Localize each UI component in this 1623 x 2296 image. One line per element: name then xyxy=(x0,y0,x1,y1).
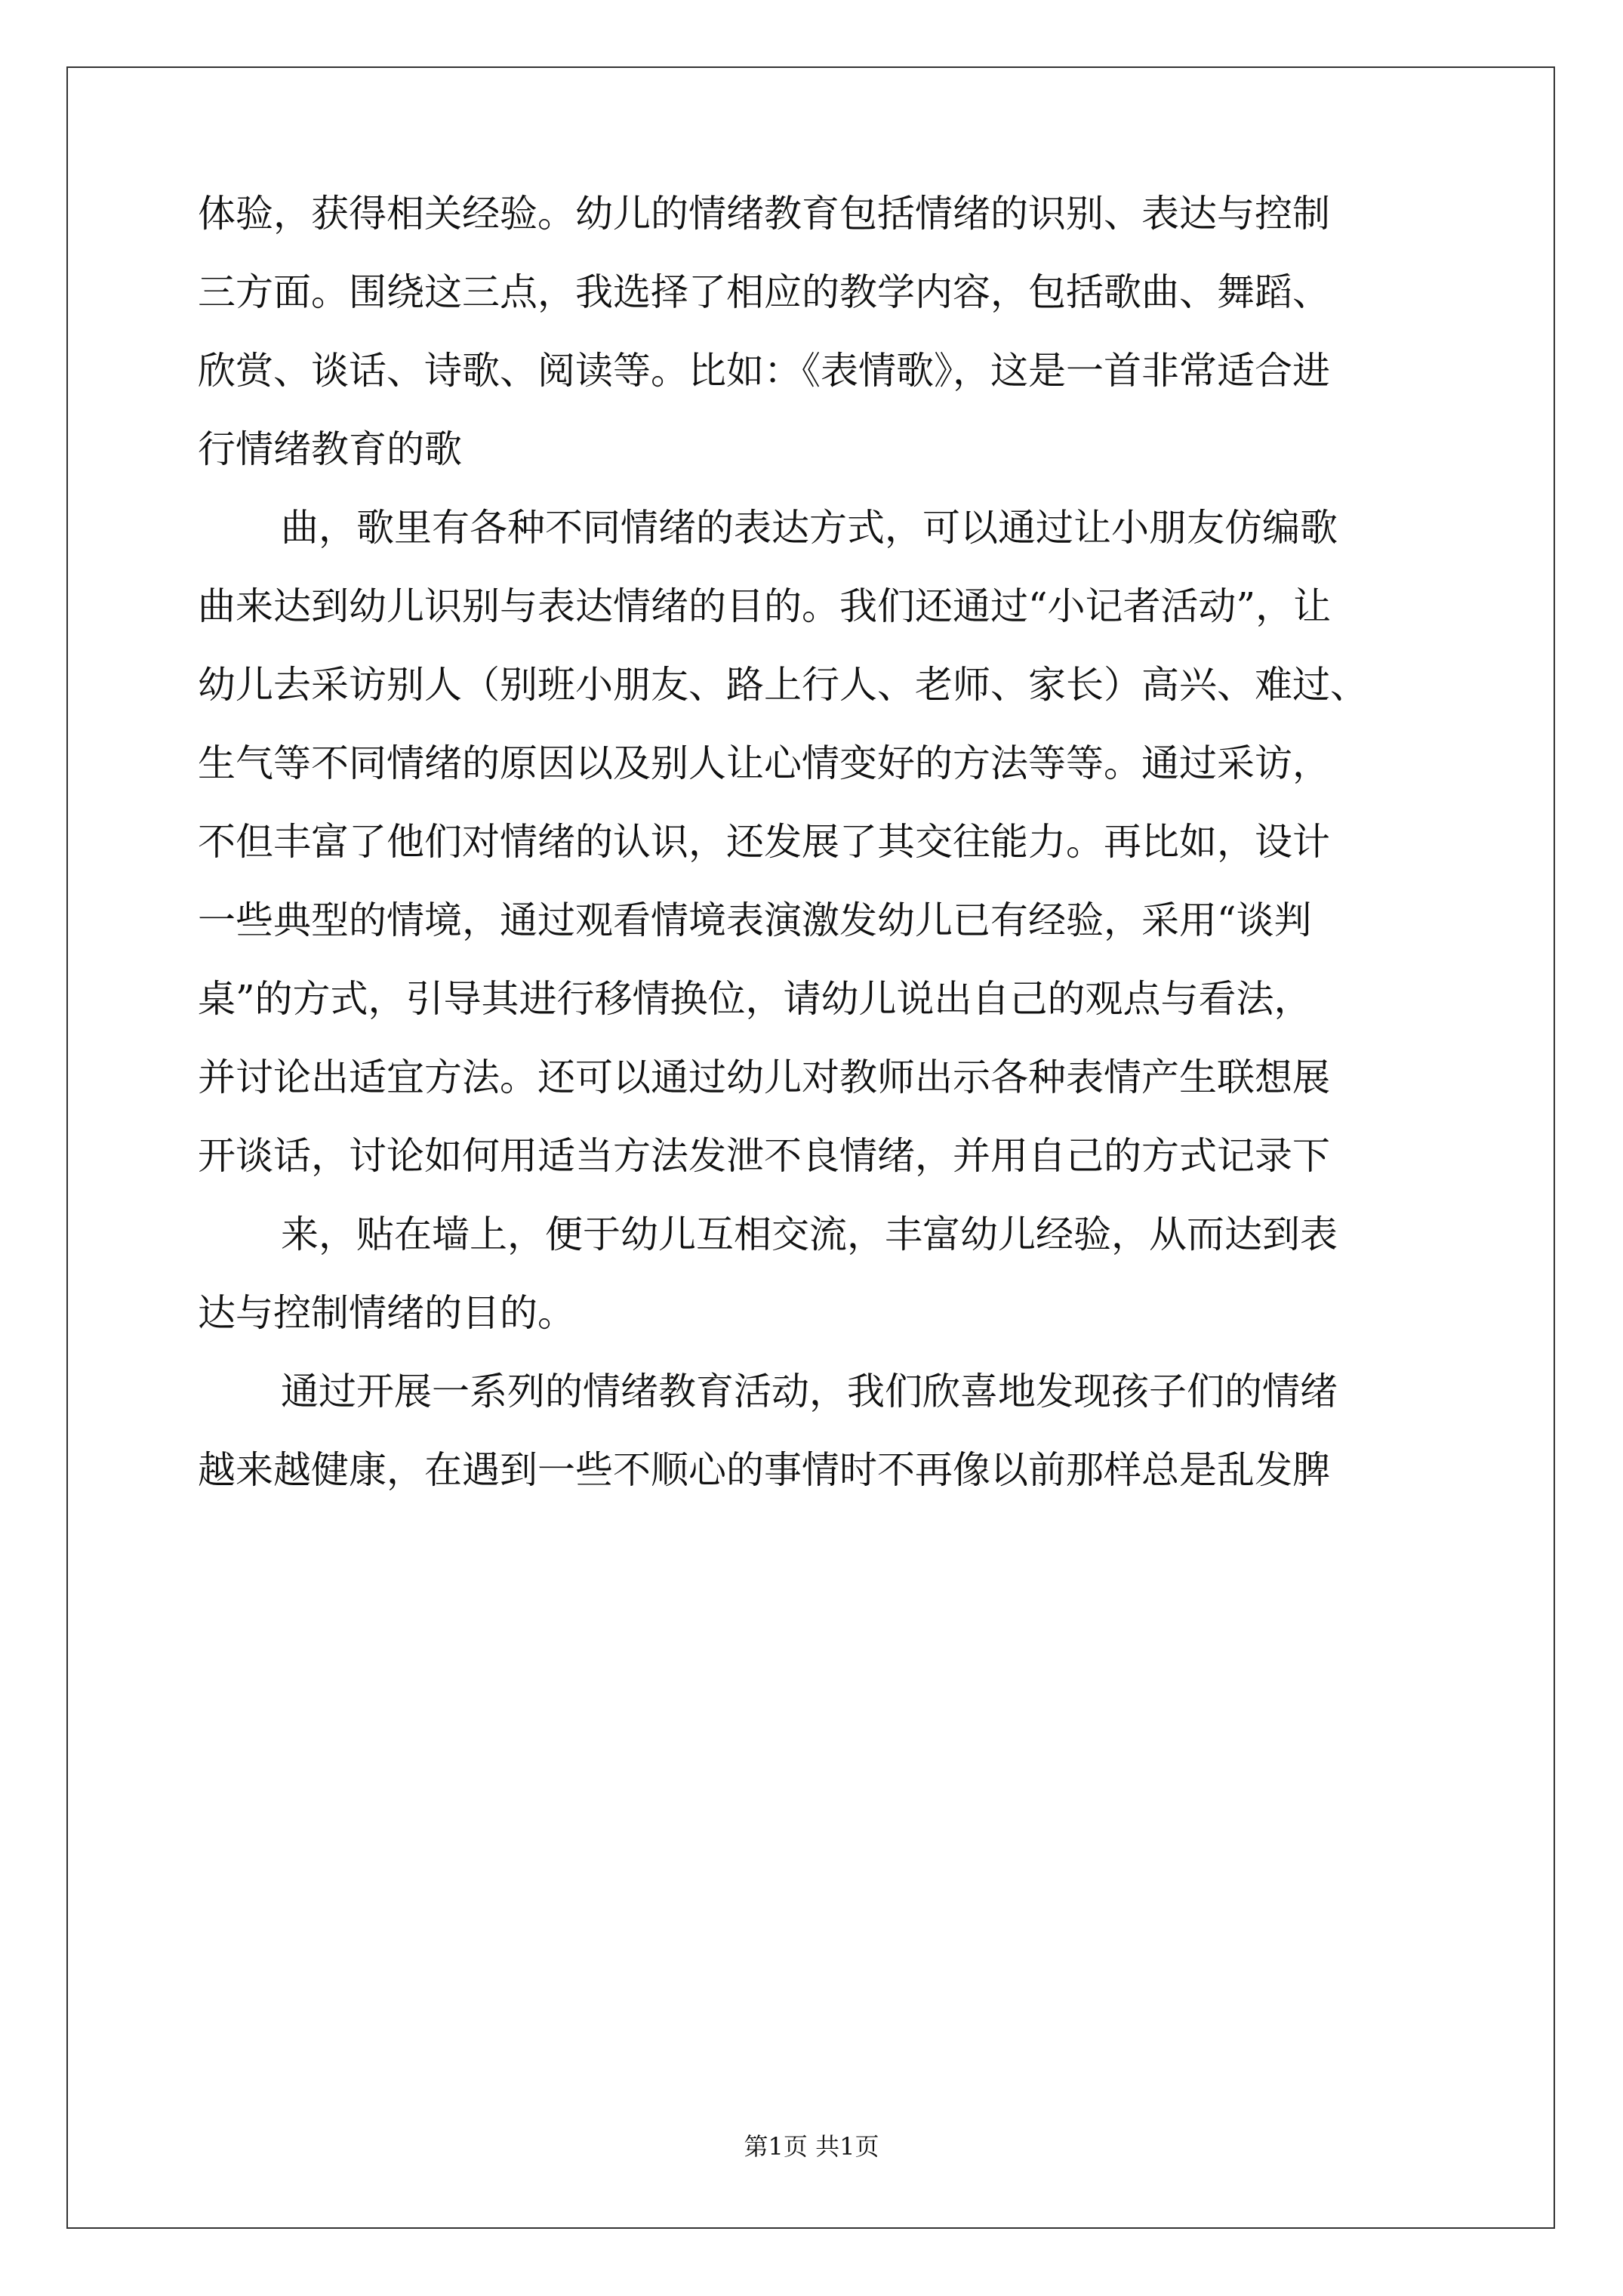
text-line: 曲，歌里有各种不同情绪的表达方式，可以通过让小朋友仿编歌 xyxy=(281,506,1338,550)
text-line: 曲来达到幼儿识别与表达情绪的目的。我们还通过“小记者活动”，让 xyxy=(198,584,1332,628)
page-footer: 第1页 共1页 xyxy=(744,2132,879,2161)
text-line: 体验，获得相关经验。幼儿的情绪教育包括情绪的识别、表达与控制 xyxy=(198,192,1330,236)
text-line: 通过开展一系列的情绪教育活动，我们欣喜地发现孩子们的情绪 xyxy=(281,1370,1338,1413)
text-line: 行情绪教育的歌 xyxy=(198,427,462,471)
text-line: 桌”的方式，引导其进行移情换位，请幼儿说出自己的观点与看法， xyxy=(198,977,1312,1021)
text-line: 不但丰富了他们对情绪的认识，还发展了其交往能力。再比如，设计 xyxy=(198,820,1330,864)
text-line: 达与控制情绪的目的。 xyxy=(198,1291,575,1335)
text-line: 一些典型的情境，通过观看情境表演激发幼儿已有经验，采用“谈判 xyxy=(198,898,1312,942)
text-line: 越来越健康，在遇到一些不顺心的事情时不再像以前那样总是乱发脾 xyxy=(198,1448,1330,1492)
text-line: 来，贴在墙上，便于幼儿互相交流，丰富幼儿经验，从而达到表 xyxy=(281,1213,1338,1256)
text-line: 开谈话，讨论如何用适当方法发泄不良情绪，并用自己的方式记录下 xyxy=(198,1134,1330,1178)
text-line: 生气等不同情绪的原因以及别人让心情变好的方法等等。通过采访， xyxy=(198,741,1330,785)
text-line: 幼儿去采访别人（别班小朋友、路上行人、老师、家长）高兴、难过、 xyxy=(198,663,1368,707)
text-line: 三方面。围绕这三点，我选择了相应的教学内容，包括歌曲、舞蹈、 xyxy=(198,270,1330,314)
text-line: 并讨论出适宜方法。还可以通过幼儿对教师出示各种表情产生联想展 xyxy=(198,1056,1330,1099)
text-line: 欣赏、谈话、诗歌、阅读等。比如：《表情歌》，这是一首非常适合进 xyxy=(198,349,1330,393)
